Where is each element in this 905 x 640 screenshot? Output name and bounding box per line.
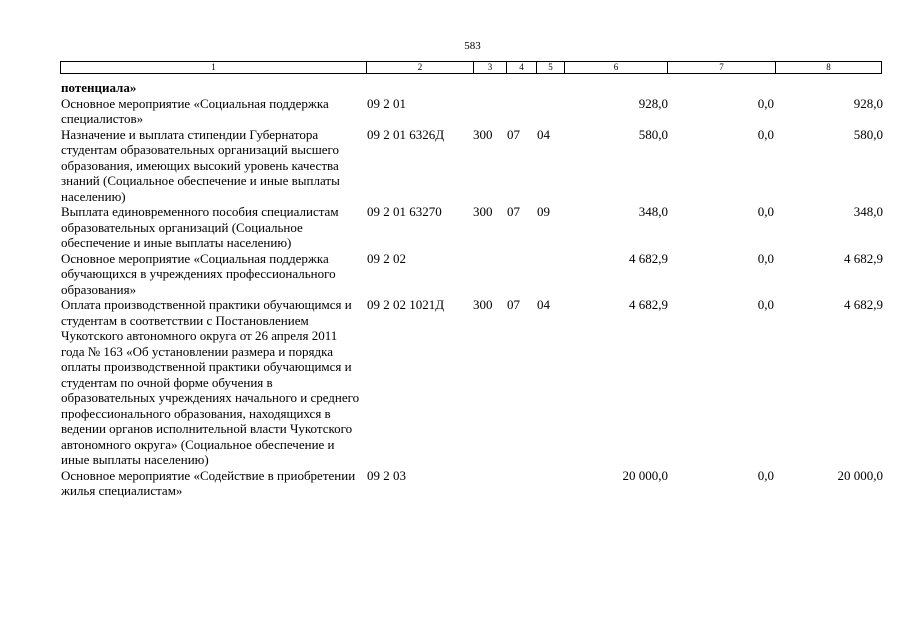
- row-code: 09 2 01 63270: [367, 204, 442, 219]
- table-row: [0, 204, 905, 251]
- continuation-row: [0, 80, 905, 96]
- row-col6: 4 682,9: [629, 250, 668, 266]
- row-code: 09 2 02: [367, 250, 406, 266]
- table-row: [0, 127, 905, 205]
- row-col7: 0,0: [757, 250, 774, 266]
- header-col-5: 5: [537, 62, 565, 73]
- row-name: Основное мероприятие «Социальная поддержка специалистов»: [61, 95, 329, 126]
- row-name: Основное мероприятие «Содействие в приобретении жилья специалистам»: [61, 467, 356, 498]
- table-row: [0, 297, 905, 468]
- row-col7: 0,0: [757, 126, 774, 142]
- header-col-3: 3: [474, 62, 507, 73]
- row-col8: 4 682,9: [844, 297, 883, 312]
- header-col-7: 7: [668, 62, 776, 73]
- table-row: [0, 96, 905, 127]
- row-col8: 348,0: [853, 204, 883, 219]
- row-col8: 20 000,0: [837, 467, 883, 483]
- row-code: 09 2 03: [367, 467, 406, 483]
- row-col6: 580,0: [638, 126, 668, 142]
- row-col6: 928,0: [638, 95, 668, 111]
- row-code: 09 2 01 6326Д: [367, 126, 445, 142]
- header-col-6: 6: [565, 62, 668, 73]
- page-number: 583: [464, 40, 481, 52]
- row-col7: 0,0: [757, 204, 774, 219]
- row-vr: 300: [473, 297, 493, 312]
- row-name: Выплата единовременного пособия специалистам образовательных организаций (Социальное обеспечение и иные выплаты населению): [61, 204, 339, 250]
- row-col8: 4 682,9: [844, 250, 883, 266]
- row-col6: 4 682,9: [629, 297, 668, 312]
- row-col7: 0,0: [757, 467, 774, 483]
- table-body: [0, 80, 905, 499]
- row-rz: 07: [507, 204, 520, 219]
- header-col-8: 8: [826, 62, 831, 72]
- row-rz: 07: [507, 297, 520, 312]
- row-vr: 300: [473, 126, 493, 142]
- table-row: [0, 468, 905, 499]
- row-col6: 20 000,0: [622, 467, 668, 483]
- table-header-row: [60, 61, 882, 74]
- header-col-2: 2: [367, 62, 474, 73]
- row-col8: 580,0: [853, 126, 883, 142]
- row-rz: 07: [507, 126, 520, 142]
- row-name: Назначение и выплата стипендии Губернатора студентам образовательных организаций высшего образования, имеющих высокий уровень качества знаний (Социальное обеспечение и иные выплаты населению): [61, 126, 340, 204]
- continuation-text: потенциала»: [61, 80, 137, 95]
- row-col8: 928,0: [853, 95, 883, 111]
- row-pr: 04: [537, 297, 550, 312]
- row-code: 09 2 01: [367, 95, 406, 111]
- row-pr: 09: [537, 204, 550, 219]
- header-col-4: 4: [507, 62, 537, 73]
- row-code: 09 2 02 1021Д: [367, 297, 445, 312]
- row-name: Оплата производственной практики обучающимся и студентам в соответствии с Постановлением Чукотского автономного округа от 26 апреля 2011 года № 163 «Об установлении размера и порядка оплаты производственной практики обучающимся и студентам по очной форме обучения в образовательных учреждениях начального и среднего профессионального образования, находящихся в ведении органов исполнительной власти Чукотского автономного округа» (Социальное обеспечение и иные выплаты населению): [61, 297, 360, 467]
- row-col6: 348,0: [638, 204, 668, 219]
- row-col7: 0,0: [757, 95, 774, 111]
- row-col7: 0,0: [757, 297, 774, 312]
- row-name: Основное мероприятие «Социальная поддержка обучающихся в учреждениях профессионального образования»: [61, 250, 336, 297]
- header-col-1: 1: [61, 62, 367, 73]
- row-vr: 300: [473, 204, 493, 219]
- table-row: [0, 251, 905, 298]
- row-pr: 04: [537, 126, 550, 142]
